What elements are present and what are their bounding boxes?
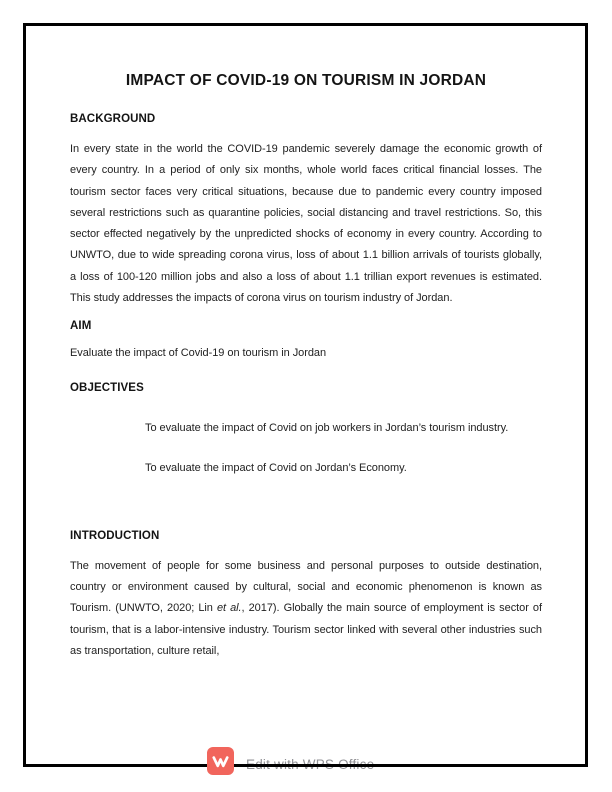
watermark-text[interactable]: Edit with WPS Office	[246, 757, 375, 772]
paragraph-aim: Evaluate the impact of Covid-19 on tourism in Jordan	[70, 347, 327, 360]
heading-objectives: OBJECTIVES	[70, 381, 144, 394]
wps-office-icon[interactable]	[207, 747, 234, 775]
paragraph-introduction-segment: The movement of people for some business and personal purposes to outside destination, country or environment caused by cultural, social and economic phenomenon is known as Tourism. (UNWTO, 2020; Lin	[70, 559, 542, 615]
document-content	[70, 72, 542, 662]
objective-item-2: To evaluate the impact of Covid on Jordan’s Economy.	[145, 461, 407, 474]
paragraph-background: In every state in the world the COVID-19 pandemic severely damage the economic growth of every country. In a period of only six months, whole world faces critical financial losses. The tourism sector faces very critical situations, because due to pandemic every country imposed several restrictions such as quarantine policies, social distancing and travel restrictions. So, this sector effected negatively by the unpredicted shocks of economy in every country. According to UNWTO, due to wide spreading corona virus, loss of about 1.1 billion arrivals of tourists globally, a loss of 100-120 million jobs and also a loss of about 1.1 trillian export revenues is estimated. This study addresses the impacts of corona virus on tourism industry of Jordan.	[70, 143, 542, 305]
paragraph-introduction	[70, 556, 542, 662]
heading-introduction: INTRODUCTION	[70, 529, 160, 542]
wps-w-glyph	[211, 752, 230, 771]
heading-background: BACKGROUND	[70, 113, 156, 125]
paragraph-introduction-citation-et-al: et al.	[216, 602, 242, 615]
paragraph-introduction-segment: , 2017). Globally the main source of employment is sector of tourism, that is a labor-intensive industry. Tourism sector linked with several other industries such as transportation, culture retail,	[70, 602, 542, 657]
document-title: IMPACT OF COVID-19 ON TOURISM IN JORDAN	[125, 72, 487, 89]
objective-item-1: To evaluate the impact of Covid on job workers in Jordan’s tourism industry.	[145, 421, 509, 434]
heading-aim: AIM	[70, 320, 92, 333]
